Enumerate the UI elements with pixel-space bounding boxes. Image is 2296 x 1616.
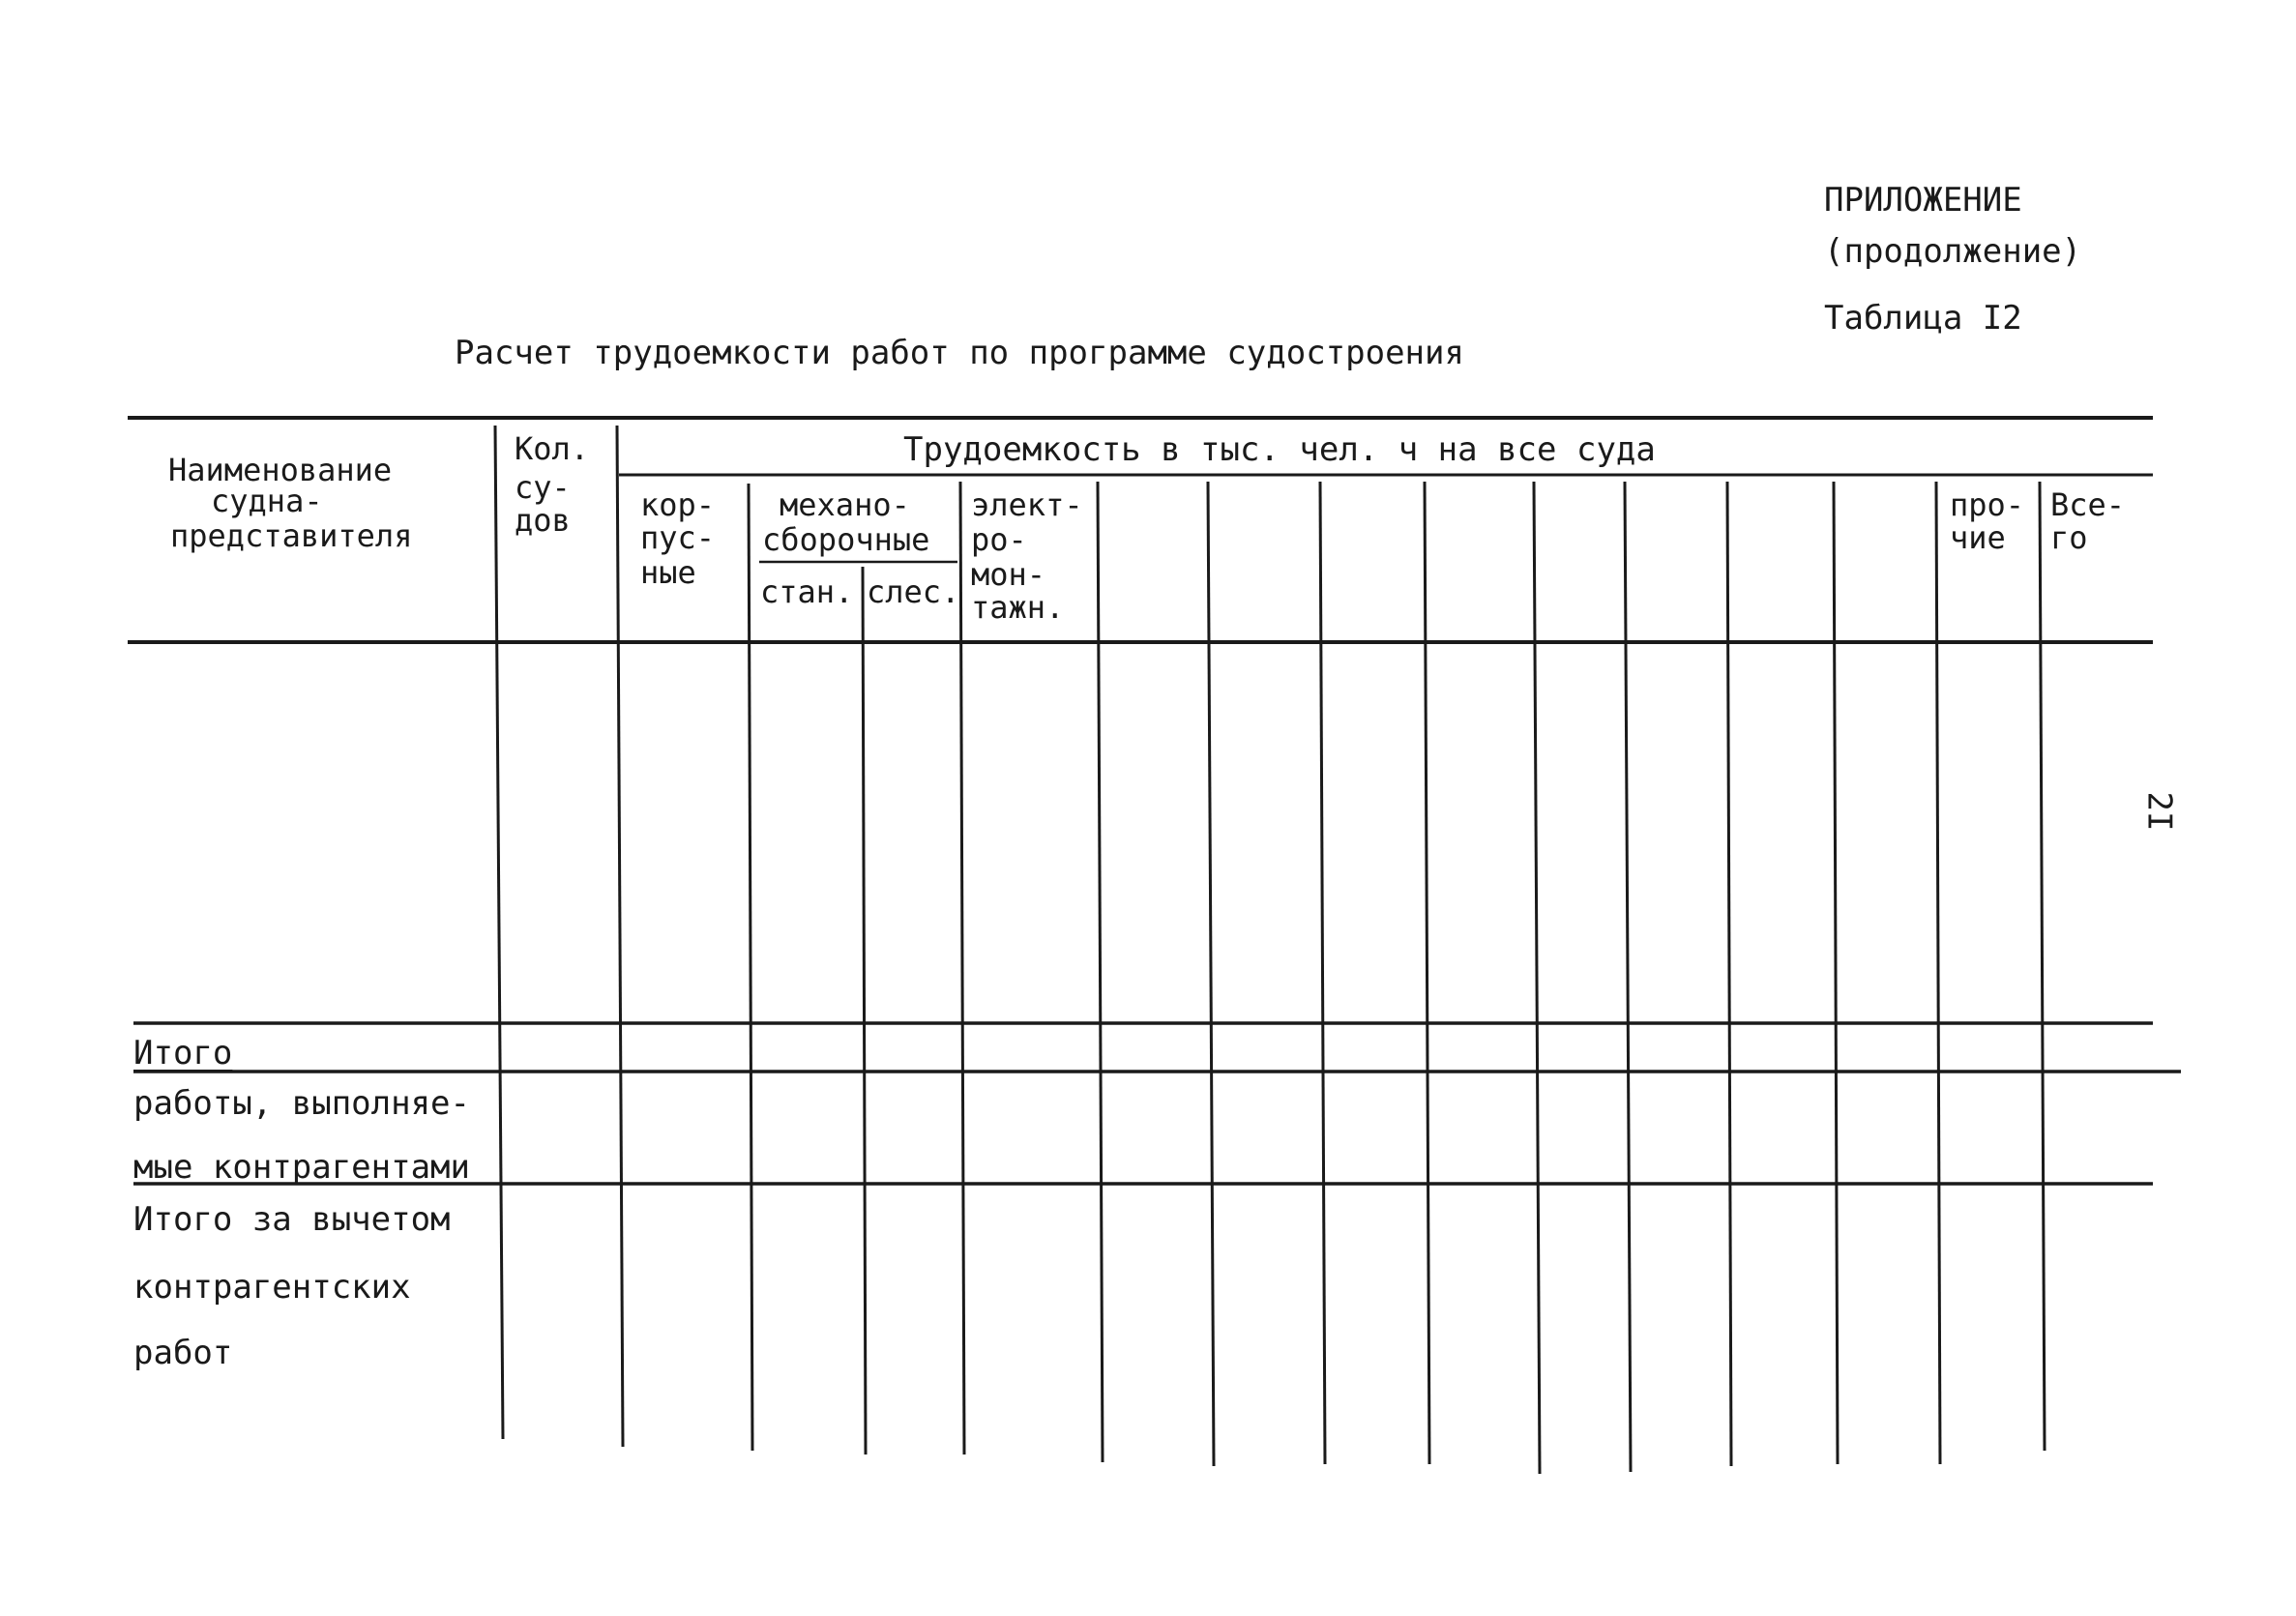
col-line-5	[960, 482, 964, 1454]
header-electric-line-4: тажн.	[971, 589, 1065, 626]
col-line-15	[2040, 482, 2045, 1451]
col-line-6	[1098, 482, 1103, 1462]
col-line-9	[1425, 482, 1429, 1464]
header-hull-line-2: пус-	[640, 519, 716, 556]
page-number: 2I	[2139, 791, 2179, 832]
row-net-line-2: контрагентских	[133, 1268, 411, 1307]
appendix-title: ПРИЛОЖЕНИЕ	[1824, 181, 2022, 220]
row-net-line-3: работ	[133, 1334, 233, 1372]
header-other-line-1: про-	[1950, 486, 2025, 523]
header-count-line-3: дов	[515, 502, 571, 539]
header-electric-line-2: ро-	[971, 521, 1027, 558]
col-line-1	[495, 426, 503, 1439]
col-line-7	[1208, 482, 1214, 1466]
header-fitter: слес.	[867, 573, 960, 610]
header-name-line-2: судна-	[211, 483, 323, 519]
header-labor-group: Трудоемкость в тыс. чел. ч на все суда	[903, 430, 1656, 469]
col-line-4	[863, 567, 866, 1454]
table-number: Таблица I2	[1824, 299, 2022, 338]
header-electric-line-1: элект-	[971, 486, 1083, 523]
col-line-14	[1936, 482, 1940, 1464]
header-name-line-1: Наименование	[168, 452, 393, 488]
appendix-continued: (продолжение)	[1824, 232, 2082, 271]
header-name-line-3: представителя	[170, 517, 413, 554]
header-count-line-1: Кол.	[515, 430, 590, 467]
header-mech: механо-	[780, 486, 910, 523]
col-line-8	[1320, 482, 1325, 1464]
col-line-2	[617, 426, 623, 1447]
header-total-line-1: Все-	[2050, 486, 2126, 523]
col-line-13	[1834, 482, 1838, 1464]
col-line-3	[749, 484, 752, 1451]
header-machine: стан.	[760, 573, 854, 610]
header-total-line-2: го	[2050, 519, 2088, 556]
table-caption: Расчет трудоемкости работ по программе судостроения	[455, 334, 1464, 372]
col-line-10	[1534, 482, 1540, 1474]
header-count-line-2: су-	[515, 469, 571, 506]
header-other-line-2: чие	[1950, 519, 2006, 556]
header-hull-line-3: ные	[640, 554, 696, 591]
row-total-label: Итого	[133, 1034, 233, 1072]
header-electric-line-3: мон-	[971, 556, 1046, 593]
row-net-line-1: Итого за вычетом	[133, 1200, 451, 1239]
col-line-11	[1625, 482, 1631, 1472]
header-assembly: сборочные	[762, 521, 930, 558]
row-contractor-line-2: мые контрагентами	[133, 1148, 470, 1187]
header-hull-line-1: кор-	[640, 486, 716, 523]
row-contractor-line-1: работы, выполняе-	[133, 1084, 470, 1123]
col-line-12	[1727, 482, 1731, 1466]
